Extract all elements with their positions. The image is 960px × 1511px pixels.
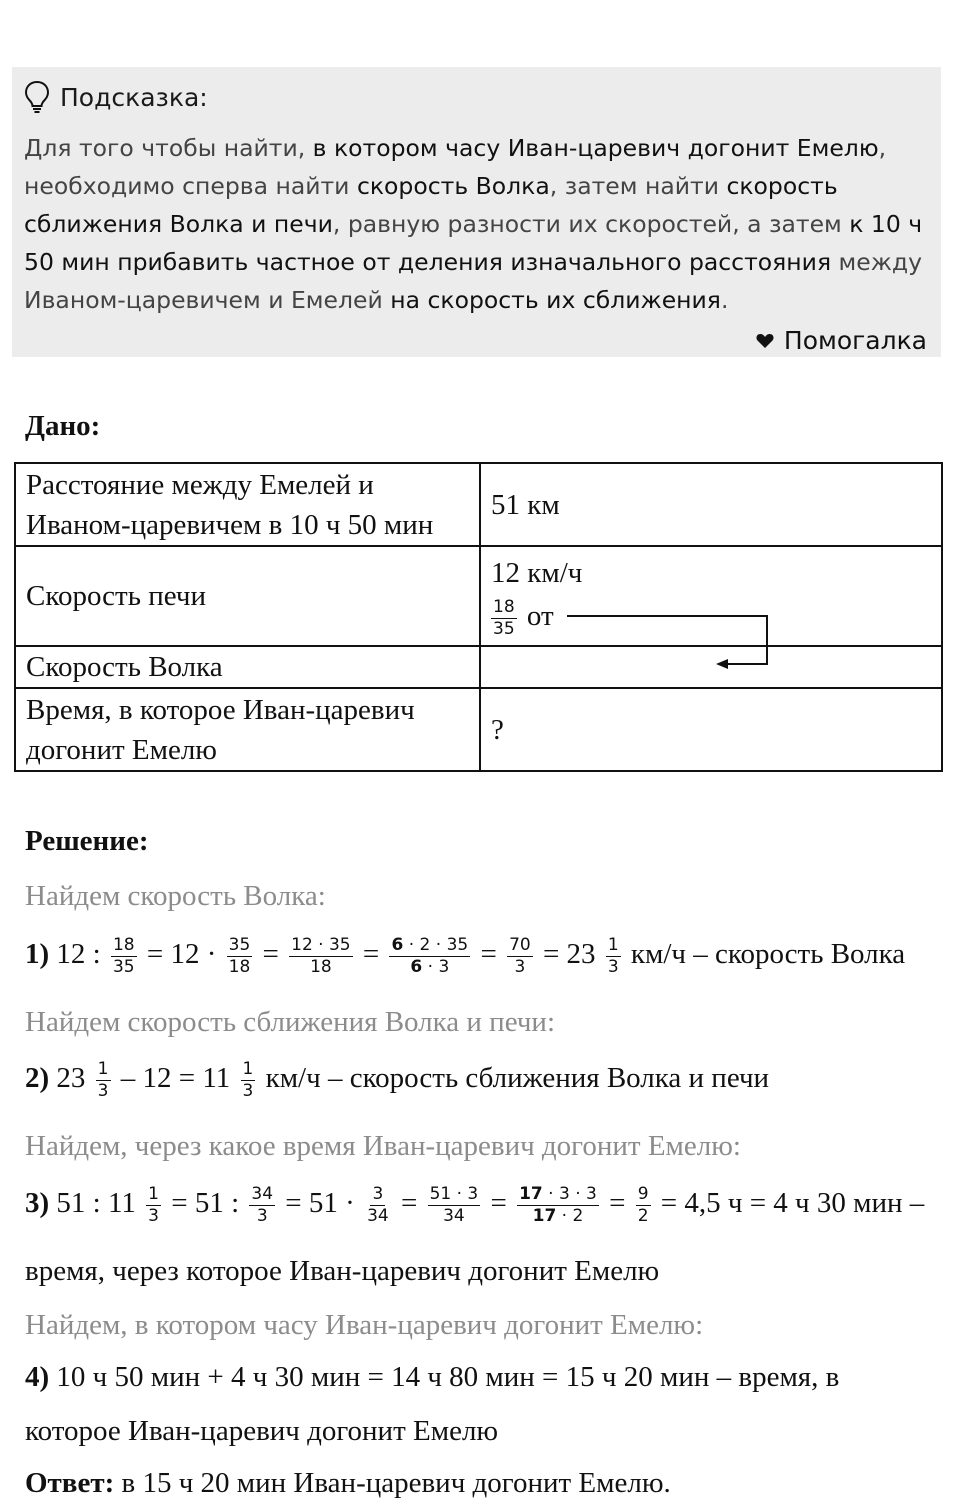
hint-text: Для того чтобы найти, в котором часу Иван-царевич догонит Емелю, необходимо сперва найти скорость Волка, затем найти скорость сближения Волка и печи, равную разности их скоростей, а затем к 10 ч 50 мин прибавить частное от деления изначального расстояния между Иваном-царевичем и Емелей на скорость их сближения. bbox=[24, 134, 923, 314]
step-intro: Найдем скорость Волка: bbox=[25, 880, 326, 912]
solution-title: Решение: bbox=[25, 825, 149, 857]
given-label: Расстояние между Емелей и Иваном-царевичем в 10 ч 50 мин bbox=[15, 463, 480, 546]
step-intro: Найдем, через какое время Иван-царевич догонит Емелю: bbox=[25, 1130, 741, 1162]
given-title: Дано: bbox=[25, 410, 101, 442]
step-4-continued: которое Иван-царевич догонит Емелю bbox=[25, 1415, 499, 1447]
step-intro: Найдем, в котором часу Иван-царевич догонит Емелю: bbox=[25, 1309, 704, 1341]
given-value: 12 км/ч $\frac{18}{35}$ от bbox=[480, 546, 942, 646]
answer-label: Ответ: bbox=[25, 1467, 115, 1499]
given-label: Скорость печи bbox=[15, 546, 480, 646]
step-1: 1) 12 : $\frac{18}{35}$ = 12 · $\frac{35}{18}$ = $\frac{12 \cdot 35}{18}$ = $\frac{6 \cdot 2 \cdot 35}{6 \cdot 3}$ = $\frac{70}{3}$ = 23 $\frac{1}{3}$ км/ч – скорость Волка bbox=[25, 935, 906, 977]
arrow-connector bbox=[0, 0, 960, 700]
step-2: 2) 23 $\frac{1}{3}$ – 12 = 11 $\frac{1}{3}$ км/ч – скорость сближения Волка и печи bbox=[25, 1059, 770, 1101]
given-value: 51 км bbox=[480, 463, 942, 546]
table-row bbox=[15, 688, 942, 771]
given-label: Время, в которое Иван-царевич догонит Емелю bbox=[15, 688, 480, 771]
given-value: ? bbox=[480, 688, 942, 771]
given-label: Скорость Волка bbox=[15, 646, 480, 688]
answer bbox=[25, 1467, 671, 1500]
answer-text: в 15 ч 20 мин Иван-царевич догонит Емелю. bbox=[114, 1467, 671, 1499]
credit-label: Помогалка bbox=[783, 326, 927, 355]
step-3-continued: время, через которое Иван-царевич догонит Емелю bbox=[25, 1255, 660, 1287]
step-3: 3) 51 : 11 $\frac{1}{3}$ = 51 : $\frac{34}{3}$ = 51 · $\frac{3}{34}$ = $\frac{51 \cdot 3}{34}$ = $\frac{17 \cdot 3 \cdot 3}{17 \cdot 2}$ = $\frac{9}{2}$ = 4,5 ч = 4 ч 30 мин – bbox=[25, 1184, 925, 1226]
step-4: 4) 10 ч 50 мин + 4 ч 30 мин = 14 ч 80 мин = 15 ч 20 мин – время, в bbox=[25, 1361, 840, 1393]
step-intro: Найдем скорость сближения Волка и печи: bbox=[25, 1006, 556, 1038]
hint-title: Подсказка: bbox=[60, 82, 208, 112]
